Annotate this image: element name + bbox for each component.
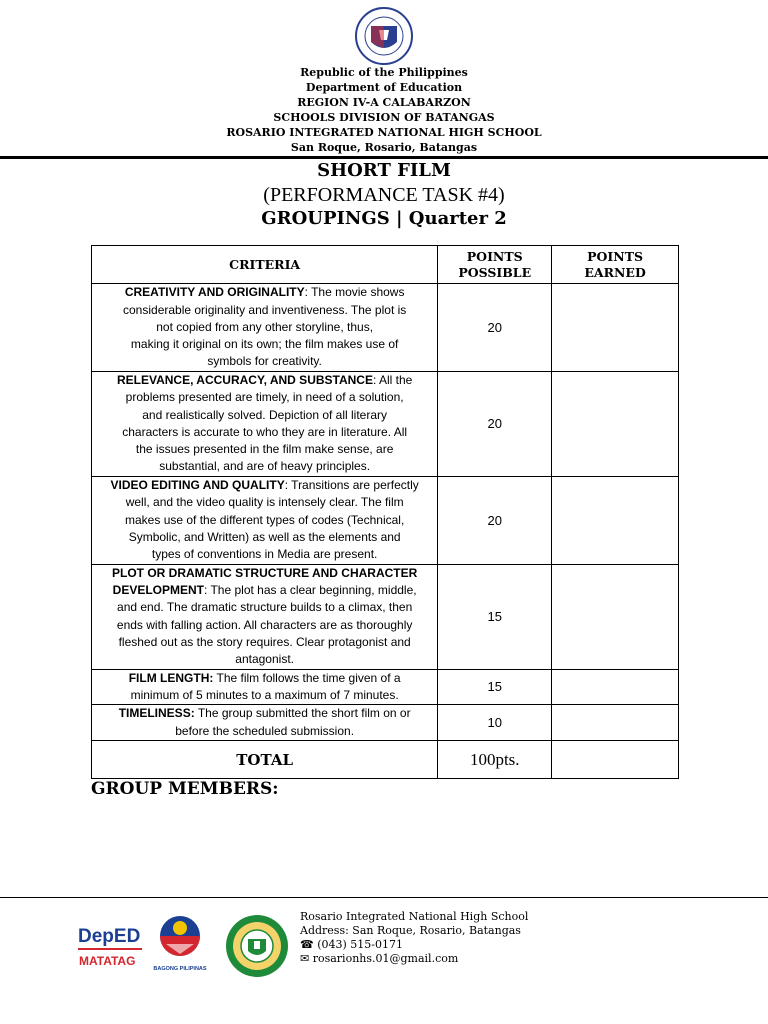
header-address: San Roque, Rosario, Batangas — [290, 141, 478, 154]
group-members-label: GROUP MEMBERS: — [91, 779, 279, 799]
doc-grouping: GROUPINGS | Quarter 2 — [261, 208, 507, 229]
table-header-row — [92, 246, 679, 284]
header-divider — [0, 156, 768, 159]
phone-icon: ☎ — [300, 938, 314, 951]
criteria-cell: CREATIVITY AND ORIGINALITY: The movie shows considerable originality and inventiveness. The plot is not copied from any other storyline, thus, making it original on its own; the film makes use of symbols for creativity. — [92, 284, 438, 372]
total-row — [92, 741, 679, 779]
table-row — [92, 284, 679, 372]
mail-icon: ✉ — [300, 952, 310, 965]
bagong-pilipinas-logo — [144, 910, 216, 974]
points-possible-cell: 20 — [438, 284, 552, 372]
svg-text:DepED: DepED — [78, 926, 141, 947]
points-possible-cell: 15 — [438, 669, 552, 705]
header-division: SCHOOLS DIVISION OF BATANGAS — [273, 111, 495, 124]
footer-divider — [0, 897, 768, 898]
points-possible-cell: 20 — [438, 372, 552, 477]
header-republic: Republic of the Philippines — [300, 66, 468, 79]
rosario-inhs-seal-logo — [224, 913, 290, 979]
deped-seal-logo — [351, 6, 417, 66]
total-label: TOTAL — [92, 741, 438, 779]
criteria-cell: TIMELINESS: The group submitted the short film on or before the scheduled submission. — [92, 705, 438, 741]
points-earned-cell — [552, 284, 679, 372]
svg-text:MATATAG: MATATAG — [79, 954, 136, 968]
table-row — [92, 476, 679, 564]
svg-text:BAGONG PILIPINAS: BAGONG PILIPINAS — [153, 966, 207, 972]
points-possible-cell: 15 — [438, 564, 552, 669]
points-possible-cell: 10 — [438, 705, 552, 741]
criteria-cell: FILM LENGTH: The film follows the time given of a minimum of 5 minutes to a maximum of 7 minutes. — [92, 669, 438, 705]
criteria-header: CRITERIA — [92, 246, 438, 284]
points-earned-cell — [552, 476, 679, 564]
header-school: ROSARIO INTEGRATED NATIONAL HIGH SCHOOL — [226, 126, 542, 139]
table-row — [92, 705, 679, 741]
points-earned-cell — [552, 372, 679, 477]
points-possible-header: POINTS POSSIBLE — [438, 246, 552, 284]
criteria-cell: VIDEO EDITING AND QUALITY: Transitions are perfectly well, and the video quality is intensely clear. The film makes use of the different types of codes (Technical, Symbolic, and Written) as well as the elements and types of conventions in Media are present. — [92, 476, 438, 564]
points-earned-cell — [552, 564, 679, 669]
points-earned-cell — [552, 669, 679, 705]
footer-phone: ☎ (043) 515-0171 — [300, 938, 403, 951]
footer-email: ✉ rosarionhs.01@gmail.com — [300, 952, 459, 965]
header-department: Department of Education — [305, 81, 463, 94]
header-region: REGION IV-A CALABARZON — [297, 96, 471, 109]
points-possible-cell: 20 — [438, 476, 552, 564]
criteria-cell: PLOT OR DRAMATIC STRUCTURE AND CHARACTER DEVELOPMENT: The plot has a clear beginning, middle, and end. The dramatic structure builds to a climax, then ends with falling action. All characters are as thoroughly fleshed out as the story requires. Clear protagonist and antagonist. — [92, 564, 438, 669]
criteria-cell: RELEVANCE, ACCURACY, AND SUBSTANCE: All the problems presented are timely, in need of a solution, and realistically solved. Depiction of all literary characters is accurate to who they are in literature. All the issues presented in the film make sense, are substantial, and are of heavy principles. — [92, 372, 438, 477]
rubric-table — [91, 245, 679, 779]
deped-matatag-logo — [76, 918, 144, 974]
points-earned-header: POINTS EARNED — [552, 246, 679, 284]
total-value: 100pts. — [438, 741, 552, 779]
footer-address: Address: San Roque, Rosario, Batangas — [300, 924, 521, 937]
doc-subtitle: (PERFORMANCE TASK #4) — [263, 184, 505, 206]
footer-school-name: Rosario Integrated National High School — [300, 910, 529, 923]
table-row — [92, 564, 679, 669]
table-row — [92, 669, 679, 705]
table-row — [92, 372, 679, 477]
points-earned-cell — [552, 705, 679, 741]
total-earned-cell — [552, 741, 679, 779]
doc-title: SHORT FILM — [317, 160, 451, 181]
